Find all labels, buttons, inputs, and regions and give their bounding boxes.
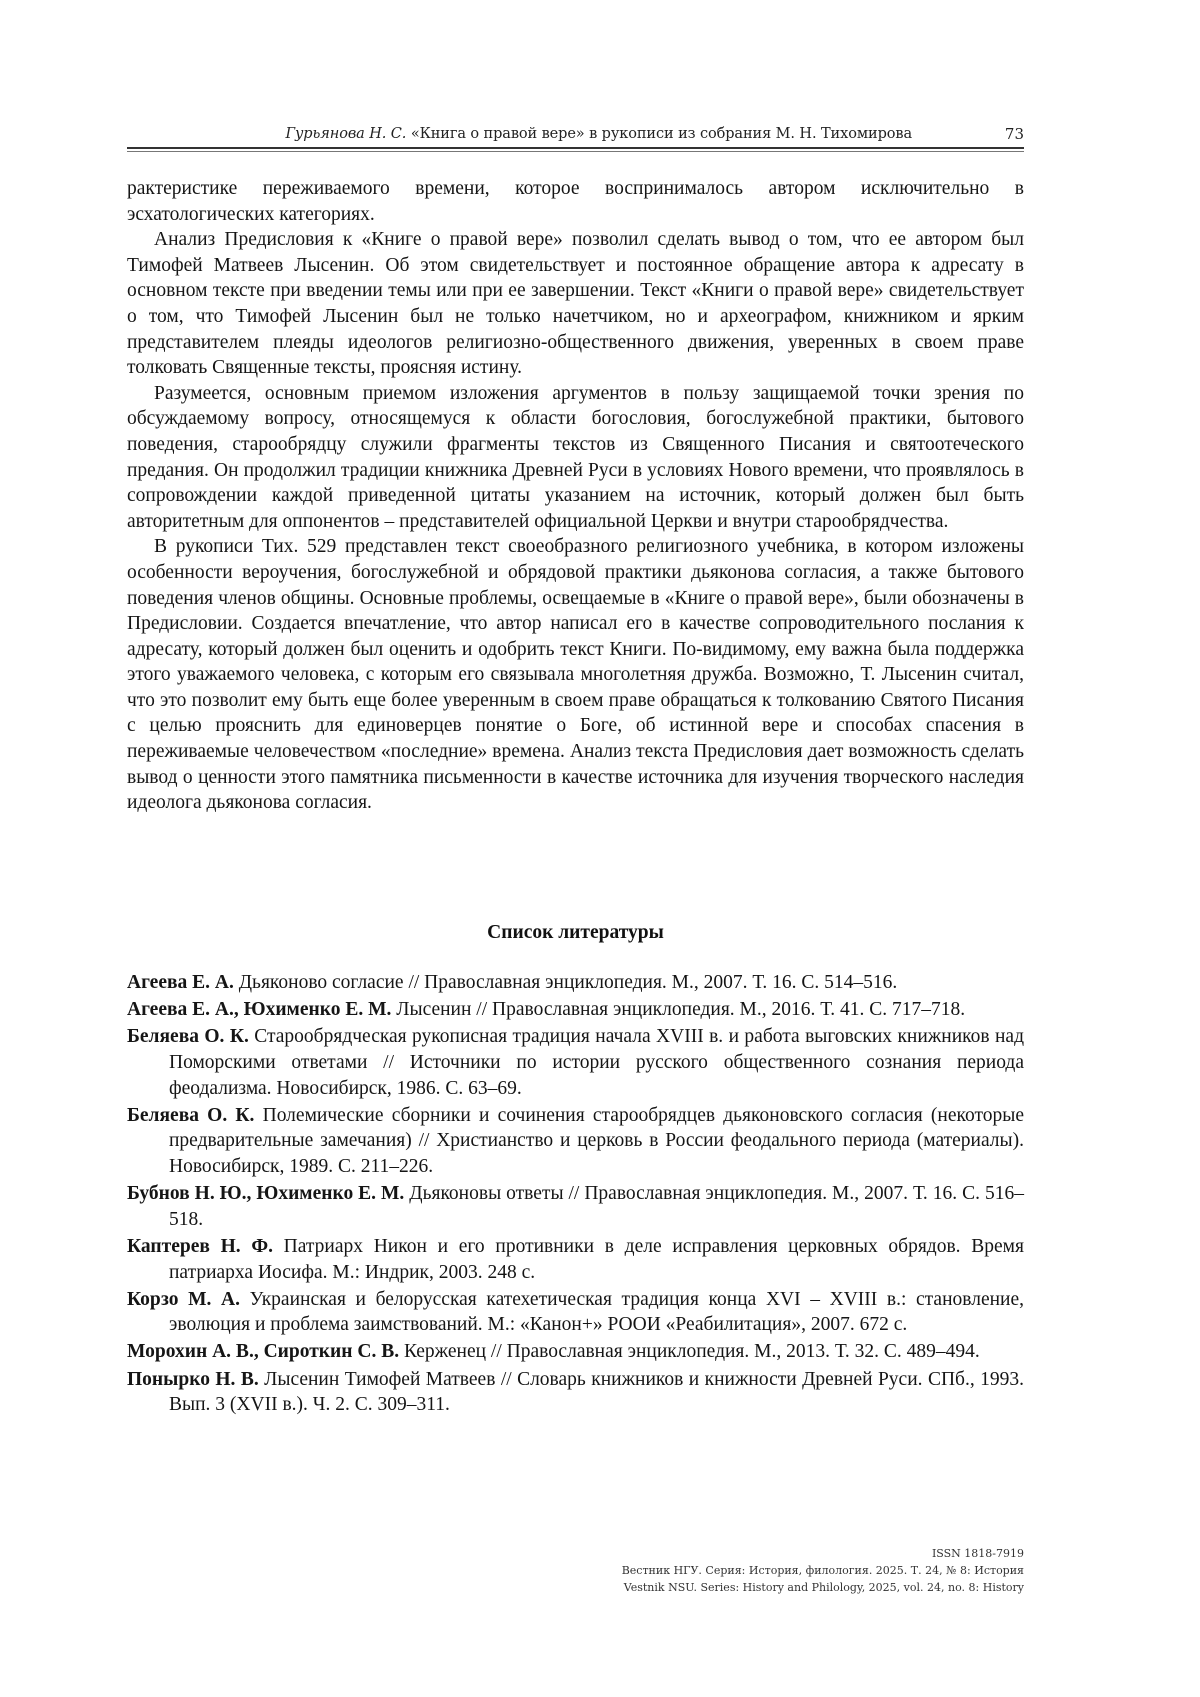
paragraph: Разумеется, основным приемом изложения аргументов в пользу защищаемой точки зрения по обсуждаемому вопросу, относящемуся к области богословия, богослужебной практики, бытового поведения, старообрядцу служили фрагменты текстов из Священного Писания и святоотеческого предания. Он продолжил традиции книжника Древней Руси в условиях Нового времени, что проявлялось в сопровождении каждой приведенной цитаты указанием на источник, который должен был быть авторитетным для оппонентов – представителей официальной Церкви и внутри старообрядчества. [127, 382, 1024, 532]
running-title [285, 126, 912, 142]
article-body [127, 176, 1024, 816]
reference-item [127, 997, 1024, 1023]
reference-authors: Бубнов Н. Ю., Юхименко Е. М. [127, 1183, 405, 1205]
running-title-author: Гурьянова Н. С. [285, 126, 407, 142]
reference-authors: Понырко Н. В. [127, 1368, 259, 1390]
journal-citation-en: Vestnik NSU. Series: History and Philology, 2025, vol. 24, no. 8: History [623, 1581, 1024, 1594]
reference-text: Лысенин Тимофей Матвеев // Словарь книжников и книжности Древней Руси. СПб., 1993. Вып. 3 (XVII в.). Ч. 2. С. 309–311. [169, 1368, 1024, 1416]
header-rule-thin [127, 151, 1024, 152]
reference-authors: Каптерев Н. Ф. [127, 1235, 273, 1257]
reference-item [127, 1367, 1024, 1418]
running-title-text: «Книга о правой вере» в рукописи из собрания М. Н. Тихомирова [406, 126, 912, 142]
reference-authors: Агеева Е. А. [127, 972, 234, 993]
reference-item [127, 1287, 1024, 1338]
reference-item [127, 1181, 1024, 1232]
reference-item [127, 1024, 1024, 1101]
paragraph: В рукописи Тих. 529 представлен текст своеобразного религиозного учебника, в котором изложены особенности вероучения, богослужебной и обрядовой практики дьяконова согласия, а также бытового поведения членов общины. Основные проблемы, освещаемые в «Книге о правой вере», были обозначены в Предисловии. Создается впечатление, что автор написал его в качестве сопроводительного послания к адресату, который должен был оценить и одобрить текст Книги. По-видимому, ему важна была поддержка этого уважаемого человека, с которым его связывала многолетняя дружба. Возможно, Т. Лысенин считал, что это позволит ему быть еще более уверенным в своем праве обращаться к толкованию Святого Писания с целью прояснить для единоверцев понятие о Боге, об истинной вере и способах спасения в переживаемые человечеством «последние» времена. Анализ текста Предисловия дает возможность сделать вывод о ценности этого памятника письменности в качестве источника для изучения творческого наследия идеолога дьяконова согласия. [127, 536, 1024, 814]
reference-authors: Корзо М. А. [127, 1288, 240, 1310]
reference-text: Дьяконовы ответы // Православная энциклопедия. М., 2007. Т. 16. С. 516–518. [169, 1183, 1024, 1230]
reference-authors: Беляева О. К. [127, 1104, 255, 1126]
journal-footer [622, 1545, 1024, 1596]
reference-text: Керженец // Православная энциклопедия. М., 2013. Т. 32. С. 489–494. [399, 1341, 980, 1363]
paragraph: Анализ Предисловия к «Книге о правой вере» позволил сделать вывод о том, что ее автором был Тимофей Матвеев Лысенин. Об этом свидетельствует и постоянное обращение автора к адресату в основном тексте при введении темы или при ее завершении. Текст «Книги о правой вере» свидетельствует о том, что Тимофей Лысенин был не только начетчиком, но и археографом, книжником и ярким представителем плеяды идеологов религиозно-общественного движения, уверенных в своем праве толковать Священные тексты, проясняя истину. [127, 229, 1024, 379]
reference-item [127, 1103, 1024, 1180]
reference-text: Старообрядческая рукописная традиция начала XVIII в. и работа выговских книжников над Поморскими ответами // Источники по истории русского общественного сознания периода феодализма. Новосибирск, 1986. С. 63–69. [169, 1026, 1025, 1099]
reference-item [127, 970, 1024, 996]
references-heading: Список литературы [487, 922, 664, 943]
reference-text: Полемические сборники и сочинения старообрядцев дьяконовского согласия (некоторые предварительные замечания) // Христианство и церковь в России феодального периода (материалы). Новосибирск, 1989. С. 211–226. [169, 1104, 1025, 1177]
reference-authors: Беляева О. К. [127, 1026, 249, 1048]
reference-authors: Агеева Е. А., Юхименко Е. М. [127, 999, 392, 1021]
reference-item [127, 1234, 1024, 1285]
reference-item [127, 1339, 1024, 1365]
page-number: 73 [1004, 125, 1024, 143]
header-rule-thick [127, 147, 1024, 149]
issn: ISSN 1818-7919 [931, 1547, 1024, 1560]
reference-authors: Морохин А. В., Сироткин С. В. [127, 1341, 400, 1363]
journal-citation-ru: Вестник НГУ. Серия: История, филология. 2025. Т. 24, № 8: История [621, 1564, 1024, 1577]
reference-text: Украинская и белорусская катехетическая традиция конца XVI – XVIII в.: становление, эволюция и проблема заимствований. М.: «Канон+» РООИ «Реабилитация», 2007. 672 с. [169, 1288, 1025, 1336]
reference-text: Патриарх Никон и его противники в деле исправления церковных обрядов. Время патриарха Иосифа. М.: Индрик, 2003. 248 с. [169, 1235, 1024, 1283]
references-list [127, 970, 1024, 1419]
reference-text: Дьяконово согласие // Православная энциклопедия. М., 2007. Т. 16. С. 514–516. [233, 972, 898, 993]
reference-text: Лысенин // Православная энциклопедия. М., 2016. Т. 41. С. 717–718. [391, 999, 966, 1021]
paragraph: рактеристике переживаемого времени, которое воспринималось автором исключительно в эсхатологических категориях. [127, 178, 1024, 225]
running-head [127, 122, 1024, 146]
